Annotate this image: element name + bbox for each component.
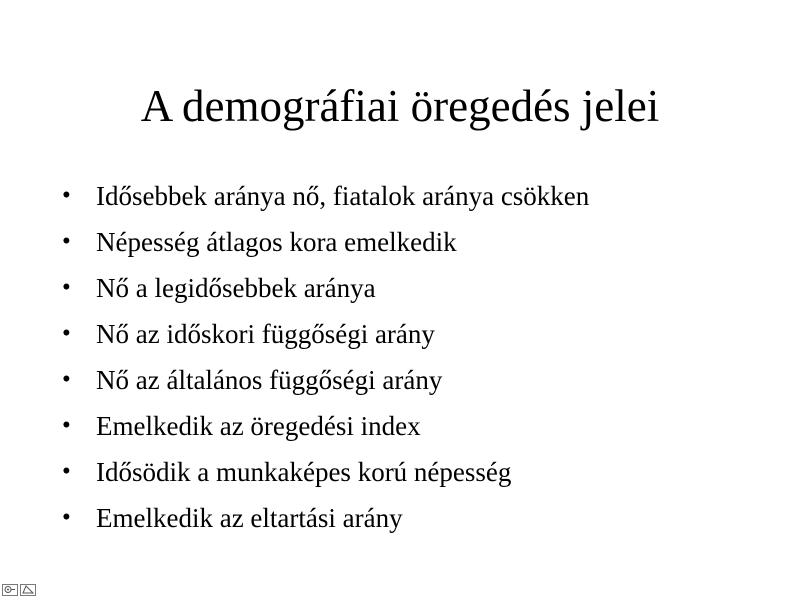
bullet-dot: •: [62, 412, 71, 439]
slide-title: A demográfiai öregedés jelei: [140, 81, 660, 131]
bullet-text: Emelkedik az öregedési index: [96, 411, 421, 441]
bullet-dot: •: [62, 504, 71, 531]
bullet-dot: •: [62, 320, 71, 347]
pen-icon: [22, 581, 34, 599]
bullet-text: Népesség átlagos kora emelkedik: [96, 227, 457, 257]
bullet-item: [62, 314, 589, 360]
bullet-list: [62, 176, 589, 544]
slideshow-nav: [2, 584, 38, 598]
bullet-item: [62, 268, 589, 314]
bullet-item: [62, 176, 589, 222]
bullet-item: [62, 406, 589, 452]
slide-menu-button[interactable]: [2, 584, 18, 596]
bullet-dot: •: [62, 366, 71, 393]
bullet-dot: •: [62, 182, 71, 209]
bullet-dot: •: [62, 458, 71, 485]
bullet-text: Nő a legidősebbek aránya: [96, 273, 376, 303]
bullet-item: [62, 222, 589, 268]
bullet-dot: •: [62, 274, 71, 301]
pen-button[interactable]: [20, 584, 36, 596]
slide-menu-icon: [4, 581, 16, 599]
bullet-text: Emelkedik az eltartási arány: [96, 503, 403, 533]
bullet-item: [62, 498, 589, 544]
bullet-item: [62, 360, 589, 406]
bullet-text: Idősebbek aránya nő, fiatalok aránya csökken: [96, 181, 590, 211]
bullet-item: [62, 452, 589, 498]
bullet-text: Nő az általános függőségi arány: [96, 365, 443, 395]
bullet-dot: •: [62, 228, 71, 255]
bullet-text: Nő az időskori függőségi arány: [96, 319, 435, 349]
bullet-text: Idősödik a munkaképes korú népesség: [96, 457, 512, 487]
